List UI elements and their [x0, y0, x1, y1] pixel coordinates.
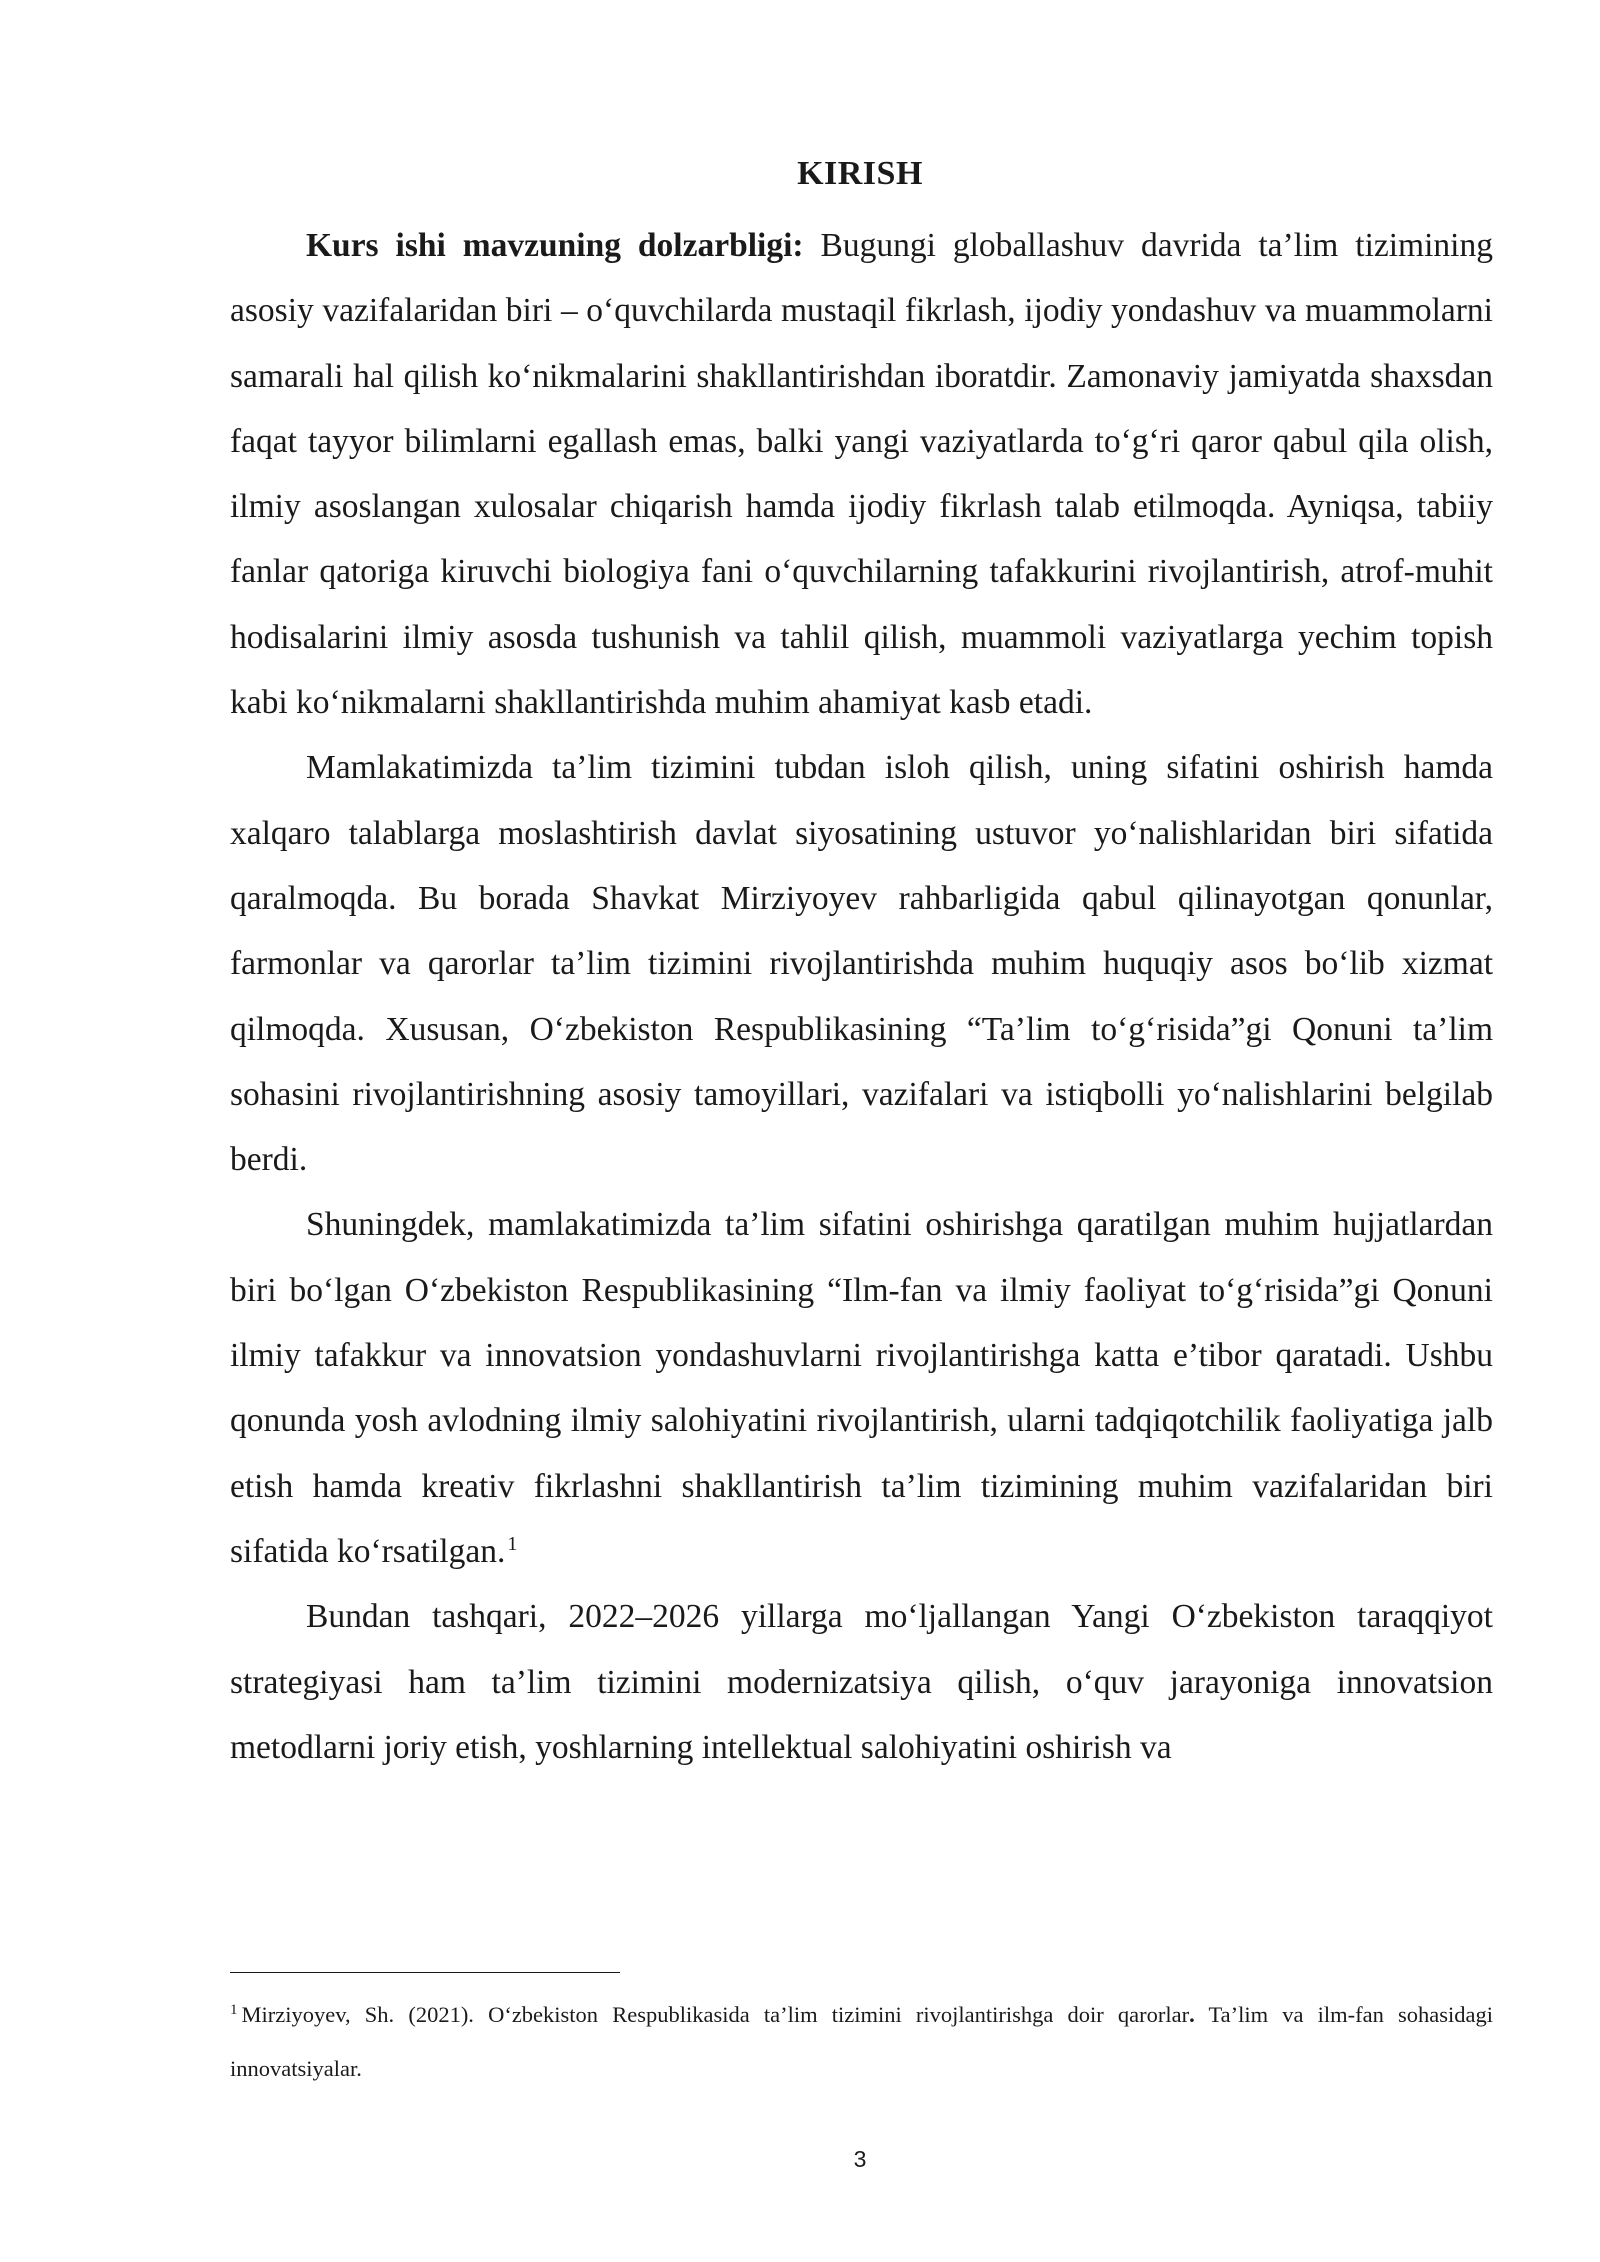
footnote-reference[interactable]: 1 — [507, 1532, 518, 1555]
paragraph-education-reform: Mamlakatimizda ta’lim tizimini tubdan isloh qilish, uning sifatini oshirish hamda xalqaro talablarga moslashtirish davlat siyosatining ustuvor yo‘nalishlaridan biri sifatida qaralmoqda. Bu borada Shavkat Mirziyoyev rahbarligida qabul qilinayotgan qonunlar, farmonlar va qarorlar ta’lim tizimini rivojlantirishda muhim huquqiy asos bo‘lib xizmat qilmoqda. Xususan, O‘zbekiston Respublikasining “Ta’lim to‘g‘risida”gi Qonuni ta’lim sohasini rivojlantirishning asosiy tamoyillari, vazifalari va istiqbolli yo‘nalishlarini belgilab berdi. — [230, 749, 1493, 1179]
paragraph-relevance — [230, 213, 1493, 735]
science-law-text: Shuningdek, mamlakatimizda ta’lim sifatini oshirishga qaratilgan muhim hujjatlardan biri bo‘lgan O‘zbekiston Respublikasining “Ilm-fan va ilmiy faoliyat to‘g‘risida”gi Qonuni ilmiy tafakkur va innovatsion yondashuvlarni rivojlantirishga katta e’tibor qaratadi. Ushbu qonunda yosh avlodning ilmiy salohiyatini rivojlantirish, ularni tadqiqotchilik faoliyatiga jalb etish hamda kreativ fikrlashni shakllantirish ta’lim tizimining muhim vazifalaridan biri sifatida ko‘rsatilgan. — [230, 1206, 1493, 1570]
footnote-number: 1 — [230, 2001, 238, 2018]
body-text — [230, 213, 1493, 1780]
section-heading: KIRISH — [797, 155, 923, 192]
paragraph-science-law — [230, 1192, 1493, 1584]
page-number: 3 — [853, 2146, 867, 2172]
paragraph-strategy: Bundan tashqari, 2022–2026 yillarga mo‘ljallangan Yangi O‘zbekiston taraqqiyot strategiyasi ham ta’lim tizimini modernizatsiya qilish, o‘quv jarayoniga innovatsion metodlarni joriy etish, yoshlarning intellektual salohiyatini oshirish va — [230, 1598, 1493, 1766]
footnote-bold-dot: . — [1189, 2002, 1195, 2027]
footnote — [230, 1988, 1493, 2096]
footnote-separator — [230, 1972, 620, 1973]
relevance-text: Bugungi globallashuv davrida ta’lim tizimining asosiy vazifalaridan biri – o‘quvchilarda mustaqil fikrlash, ijodiy yondashuv va muammolarni samarali hal qilish ko‘nikmalarini shakllantirishdan iboratdir. Zamonaviy jamiyatda shaxsdan faqat tayyor bilimlarni egallash emas, balki yangi vaziyatlarda to‘g‘ri qaror qabul qila olish, ilmiy asoslangan xulosalar chiqarish hamda ijodiy fikrlash talab etilmoqda. Ayniqsa, tabiiy fanlar qatoriga kiruvchi biologiya fani o‘quvchilarning tafakkurini rivojlantirish, atrof-muhit hodisalarini ilmiy asosda tushunish va tahlil qilish, muammoli vaziyatlarga yechim topish kabi ko‘nikmalarni shakllantirishda muhim ahamiyat kasb etadi. — [230, 227, 1493, 722]
relevance-label: Kurs ishi mavzuning dolzarbligi: — [306, 227, 804, 264]
footnote-text-before: Mirziyoyev, Sh. (2021). O‘zbekiston Respublikasida ta’lim tizimini rivojlantirishga doir qarorlar — [241, 2002, 1190, 2027]
footnote-text-after: Ta’lim va ilm-fan sohasidagi innovatsiyalar. — [230, 2002, 1493, 2081]
